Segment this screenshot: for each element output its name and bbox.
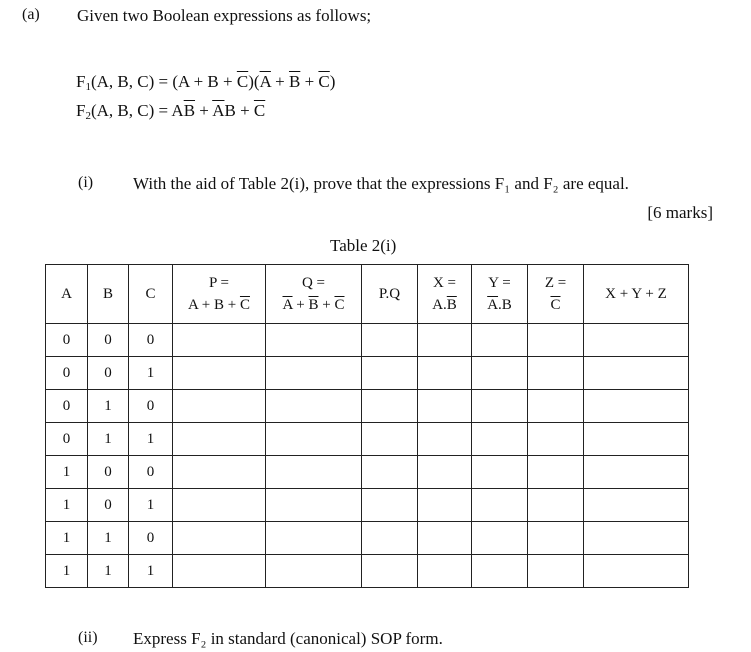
cell-q-blank[interactable] [266,522,362,555]
table-row [46,555,689,588]
cell-q-blank[interactable] [266,423,362,456]
cell-sum-blank[interactable] [584,390,689,423]
cell-x-blank[interactable] [418,390,472,423]
cell-q-blank[interactable] [266,456,362,489]
header-y [472,265,528,324]
table-row [46,456,689,489]
header-q-abar: $\overline{A}$ [282,297,293,313]
cell-x-blank[interactable] [418,423,472,456]
cell-x-blank[interactable] [418,324,472,357]
cell-p-blank[interactable] [173,357,266,390]
f1-expression [76,72,335,92]
cell-p-blank[interactable] [173,390,266,423]
f1-name: F [76,72,86,91]
cell-c: 1 [129,357,173,390]
cell-pq-blank[interactable] [362,555,418,588]
header-q-plus2: + [318,297,335,313]
f1-term2-bbar: $\overline{B}$ [288,72,301,91]
table-row [46,390,689,423]
question-label: (a) [22,6,40,23]
header-p-bottom-cbar: $\overline{C}$ [239,297,250,313]
cell-b: 1 [88,522,129,555]
cell-c: 1 [129,555,173,588]
header-y-top: Y = [488,275,511,291]
f2-plus2: + [235,101,254,120]
f2-expression [76,101,265,121]
f2-t1-bbar: $\overline{B}$ [183,101,196,120]
header-p-bottom-pre: A + B + [188,297,240,313]
table-caption: Table 2(i) [330,236,397,255]
f2-subscript: 2 [85,110,91,122]
cell-x-blank[interactable] [418,555,472,588]
table-row [46,324,689,357]
cell-b: 0 [88,489,129,522]
cell-a: 1 [46,522,88,555]
f1-term1-open: (A + B + [172,72,237,91]
header-q-cbar: $\overline{C}$ [334,297,345,313]
cell-y-blank[interactable] [472,390,528,423]
cell-z-blank[interactable] [528,522,584,555]
part-i-text: With the aid of Table 2(i), prove that the expressions F₁ and F₂ are equal. [133,174,629,193]
table-header-row [46,265,689,324]
cell-q-blank[interactable] [266,357,362,390]
cell-pq-blank[interactable] [362,390,418,423]
part-ii-label: (ii) [78,629,98,646]
cell-q-blank[interactable] [266,390,362,423]
header-y-abar: $\overline{A}$ [487,297,499,313]
header-q-bottom [266,294,361,316]
cell-sum-blank[interactable] [584,423,689,456]
header-sum: X + Y + Z [584,265,689,324]
cell-z-blank[interactable] [528,489,584,522]
header-x-top: X = [432,275,457,291]
header-z [528,265,584,324]
cell-pq-blank[interactable] [362,423,418,456]
f1-term2-close: ) [329,72,336,91]
header-z-bottom [528,294,583,316]
f1-term1-cbar: $\overline{C}$ [236,72,249,91]
f1-term2-cbar: $\overline{C}$ [318,72,330,91]
cell-sum-blank[interactable] [584,522,689,555]
cell-pq-blank[interactable] [362,489,418,522]
header-pq: P.Q [362,265,418,324]
cell-x-blank[interactable] [418,456,472,489]
cell-a: 1 [46,456,88,489]
cell-x-blank[interactable] [418,489,472,522]
header-p-top: P = [209,275,229,291]
part-i-label: (i) [78,174,94,191]
cell-pq-blank[interactable] [362,324,418,357]
cell-sum-blank[interactable] [584,555,689,588]
f2-args: (A, B, C) = [90,101,172,120]
cell-p-blank[interactable] [173,522,266,555]
cell-z-blank[interactable] [528,390,584,423]
truth-table-body [46,324,689,588]
header-z-cbar: $\overline{C}$ [550,297,561,313]
cell-y-blank[interactable] [472,324,528,357]
part-i-marks: [6 marks] [647,203,713,222]
header-x-bbar: $\overline{B}$ [446,297,457,313]
cell-p-blank[interactable] [173,489,266,522]
f2-t1-a: A [171,101,184,120]
table-row [46,489,689,522]
cell-sum-blank[interactable] [584,489,689,522]
cell-pq-blank[interactable] [362,357,418,390]
cell-pq-blank[interactable] [362,456,418,489]
f2-plus1: + [195,101,213,120]
cell-b: 0 [88,324,129,357]
header-x [418,265,472,324]
header-a: A [46,265,88,324]
f2-t2-abar: $\overline{A}$ [212,101,225,120]
header-p-bottom [173,294,265,316]
cell-z-blank[interactable] [528,555,584,588]
cell-q-blank[interactable] [266,555,362,588]
cell-sum-blank[interactable] [584,456,689,489]
cell-c: 0 [129,522,173,555]
cell-a: 1 [46,489,88,522]
cell-y-blank[interactable] [472,423,528,456]
cell-x-blank[interactable] [418,522,472,555]
cell-z-blank[interactable] [528,324,584,357]
cell-q-blank[interactable] [266,489,362,522]
cell-pq-blank[interactable] [362,522,418,555]
f2-t3-cbar: $\overline{C}$ [253,101,266,120]
f1-subscript: 1 [85,81,91,93]
cell-p-blank[interactable] [173,324,266,357]
cell-c: 1 [129,489,173,522]
cell-z-blank[interactable] [528,423,584,456]
truth-table [45,264,689,588]
header-q-top: Q = [301,275,326,291]
cell-c: 1 [129,423,173,456]
f2-t2-b: B [224,101,236,120]
cell-a: 0 [46,324,88,357]
f1-term2-plus1: + [270,72,289,91]
cell-y-blank[interactable] [472,555,528,588]
cell-sum-blank[interactable] [584,357,689,390]
cell-b: 1 [88,423,129,456]
cell-p-blank[interactable] [173,423,266,456]
cell-p-blank[interactable] [173,555,266,588]
f2-name: F [76,101,86,120]
f1-term2-open: ( [253,72,260,91]
header-y-bottom [472,294,527,316]
cell-a: 0 [46,390,88,423]
header-y-b: .B [498,297,512,313]
cell-y-blank[interactable] [472,357,528,390]
cell-q-blank[interactable] [266,324,362,357]
cell-z-blank[interactable] [528,357,584,390]
header-p [173,265,266,324]
intro-text: Given two Boolean expressions as follows; [77,6,372,25]
cell-z-blank[interactable] [528,456,584,489]
part-ii-text: Express F₂ in standard (canonical) SOP form. [133,629,443,648]
header-q-plus1: + [292,297,309,313]
cell-b: 1 [88,390,129,423]
header-b: B [88,265,129,324]
cell-c: 0 [129,390,173,423]
cell-y-blank[interactable] [472,522,528,555]
cell-b: 0 [88,357,129,390]
header-c: C [129,265,173,324]
f1-args: (A, B, C) = [90,72,173,91]
cell-a: 0 [46,357,88,390]
header-z-top: Z = [544,275,567,291]
header-x-bottom [418,294,471,316]
cell-a: 1 [46,555,88,588]
f1-term2-plus2: + [300,72,319,91]
f1-term2-abar: $\overline{A}$ [259,72,271,91]
f1-term1-close: ) [248,72,254,91]
header-q [266,265,362,324]
cell-y-blank[interactable] [472,489,528,522]
header-x-a: A. [432,297,447,313]
table-row [46,522,689,555]
cell-c: 0 [129,456,173,489]
cell-p-blank[interactable] [173,456,266,489]
table-row [46,357,689,390]
cell-x-blank[interactable] [418,357,472,390]
cell-sum-blank[interactable] [584,324,689,357]
cell-c: 0 [129,324,173,357]
header-q-bbar: $\overline{B}$ [308,297,319,313]
cell-b: 0 [88,456,129,489]
cell-b: 1 [88,555,129,588]
cell-y-blank[interactable] [472,456,528,489]
table-row [46,423,689,456]
cell-a: 0 [46,423,88,456]
